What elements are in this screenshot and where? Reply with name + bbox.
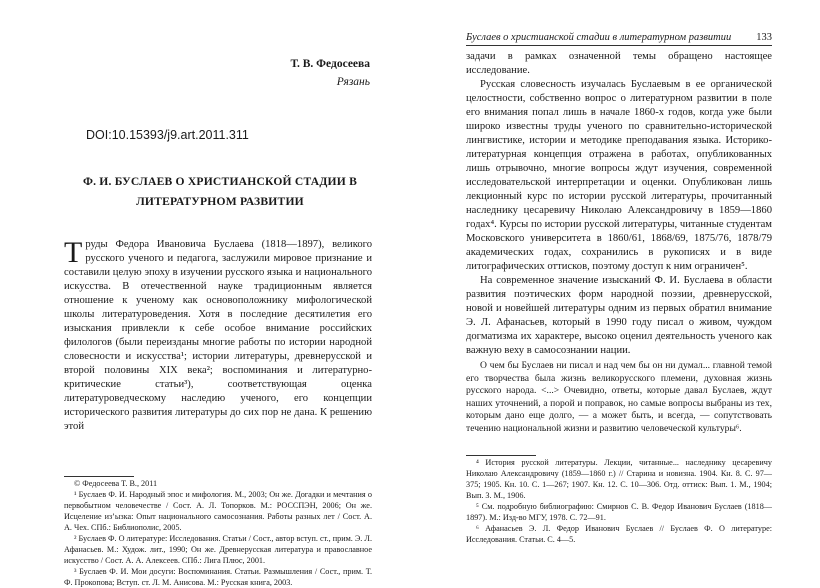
- article-title: Ф. И. БУСЛАЕВ О ХРИСТИАНСКОЙ СТАДИИ В ЛИТЕРАТУРНОМ РАЗВИТИИ: [82, 175, 358, 208]
- opening-paragraph: руды Федора Ивановича Буслаева (1818—1897), великого русского ученого и педагога, заслужили мировое признание и составили целую эпоху в изучении русского языка и национального искусства. В отечественной науке традиционным является отношение к ученому как основоположнику мифологической школы литературоведения. Хотя в последние десятилетия его изыскания привлекли к себе особое внимание российских филологов (были переизданы многие работы по истории народной словесности и искусства¹; истории литературы, древнерусской и второй половины XIX века²; воспоминания и литературно-критические статьи³), соответствующая оценка литературоведческому наследию ученого, его концепции исторического развития литературы до сих пор не дана. К решению этой: [64, 239, 372, 432]
- footnotes-left: [64, 478, 372, 588]
- footnote: ¹ Буслаев Ф. И. Народный эпос и мифология. М., 2003; Он же. Догадки и мечтания о первобытном человечестве / Сост. А. Л. Топорков. М.: РОССПЭН, 2006; Он же. Исцеление из’ызка: Опыт национального самосознания. Работы разных лет / Сост. А. А. Чех. СПб.: Библиополис, 2005.: [64, 490, 372, 532]
- author-name: Т. В. Федосеева: [290, 58, 370, 70]
- footnote: ³ Буслаев Ф. И. Мои досуги: Воспоминания. Статьи. Размышления / Сост., прим. Т. Ф. Прокопова; Вступ. ст. Л. М. Анисова. М.: Русская книга, 2003.: [64, 567, 372, 587]
- footnote: ⁶ Афанасьев Э. Л. Федор Иванович Буслаев // Буслаев Ф. О литературе: Исследования. Статьи. С. 4—5.: [466, 524, 772, 544]
- author-city: Рязань: [336, 76, 370, 88]
- running-head: [466, 32, 772, 46]
- quote-text: О чем бы Буслаев ни писал и над чем бы он ни думал... главной темой его творчества была жизнь великорусского племени, духовная жизнь русского народа. <...> Очевидно, ответы, которые давал Буслаев, ждут наших уточнений, а порой и поправок, но самые вопросы выбраны из тех, которым дано еще долго, — а может быть, и всегда, — сопутствовать течению национальной жизни и развитию человеческой культуры⁶.: [466, 360, 772, 434]
- footnote-divider: [64, 476, 134, 477]
- footnote: ⁴ История русской литературы. Лекции, читанные... наследнику цесаревичу Николаю Александровичу (1859—1860 г.) // Старина и новизна. 1904. Кн. 8. С. 97—375; 1905. Кн. 10. С. 1—267; 1907. Кн. 12. С. 10—306. Отд. оттиск: Вып. 1. М., 1904; Вып. 3. М., 1906.: [466, 458, 772, 500]
- right-page: [410, 0, 820, 580]
- doi-link[interactable]: DOI:10.15393/j9.art.2011.311: [86, 128, 249, 142]
- running-head-title: Буслаев о христианской стадии в литературном развитии: [466, 32, 732, 43]
- drop-cap: Т: [64, 236, 83, 269]
- article-body-left: [64, 238, 372, 434]
- page-number: 133: [756, 32, 772, 43]
- footnotes-right: [466, 457, 772, 545]
- left-page: [0, 0, 410, 587]
- article-body-right: [466, 50, 772, 435]
- footnote: ⁵ См. подробную библиографию: Смирнов С. В. Федор Иванович Буслаев (1818—1897). М.: Изд-во МГУ, 1978. С. 72—91.: [466, 502, 772, 522]
- paragraph: На современное значение изысканий Ф. И. Буслаева в области развития поэтических форм народной поэзии, древнерусской, новой и новейшей литературы одним из первых обратил внимание Э. Л. Афанасьев, который в 1990 году писал о живом, чуждом догматизма их характере, высоко оценил деятельность ученого как важную веху в самосознании нации.: [466, 275, 772, 356]
- paragraph: Русская словесность изучалась Буслаевым в ее органической целостности, собственно вопрос о литературном развитии в поле его внимания попал лишь в начале 1860-х годов, когда уже были широко известны труды ученого по сравнительно-исторической лингвистике, истории и методике преподавания языка. Историко-литературная концепция отражена в работах, опубликованных лишь отрывочно, многие вопросы ждут изучения, современной исследовательской интерпретации и оценки. Опубликован лишь лекционный курс по истории русской литературы, прочитанный наследнику цесаревичу Николаю Александровичу в 1859—1860 годах⁴. Курсы по истории русской литературы, читанные студентам Московского университета в 1860/61, 1868/69, 1875/76, 1878/79 академических годах, сохранились в рукописях и в виде литографических оттисков, поэтому доступ к ним ограничен⁵.: [466, 79, 772, 272]
- block-quote: [466, 360, 772, 435]
- footnote-divider: [466, 455, 536, 456]
- paragraph: задачи в рамках означенной темы обращено настоящее исследование.: [466, 51, 772, 76]
- footnote: ² Буслаев Ф. О литературе: Исследования. Статьи / Сост., автор вступ. ст., прим. Э. Л. Афанасьев. М.: Худож. лит., 1990; Он же. Древнерусская литература и православное искусство / Сост. А. А. Алексеев. СПб.: Лига Плюс, 2001.: [64, 534, 372, 565]
- copyright-note: © Федосеева Т. В., 2011: [74, 479, 158, 488]
